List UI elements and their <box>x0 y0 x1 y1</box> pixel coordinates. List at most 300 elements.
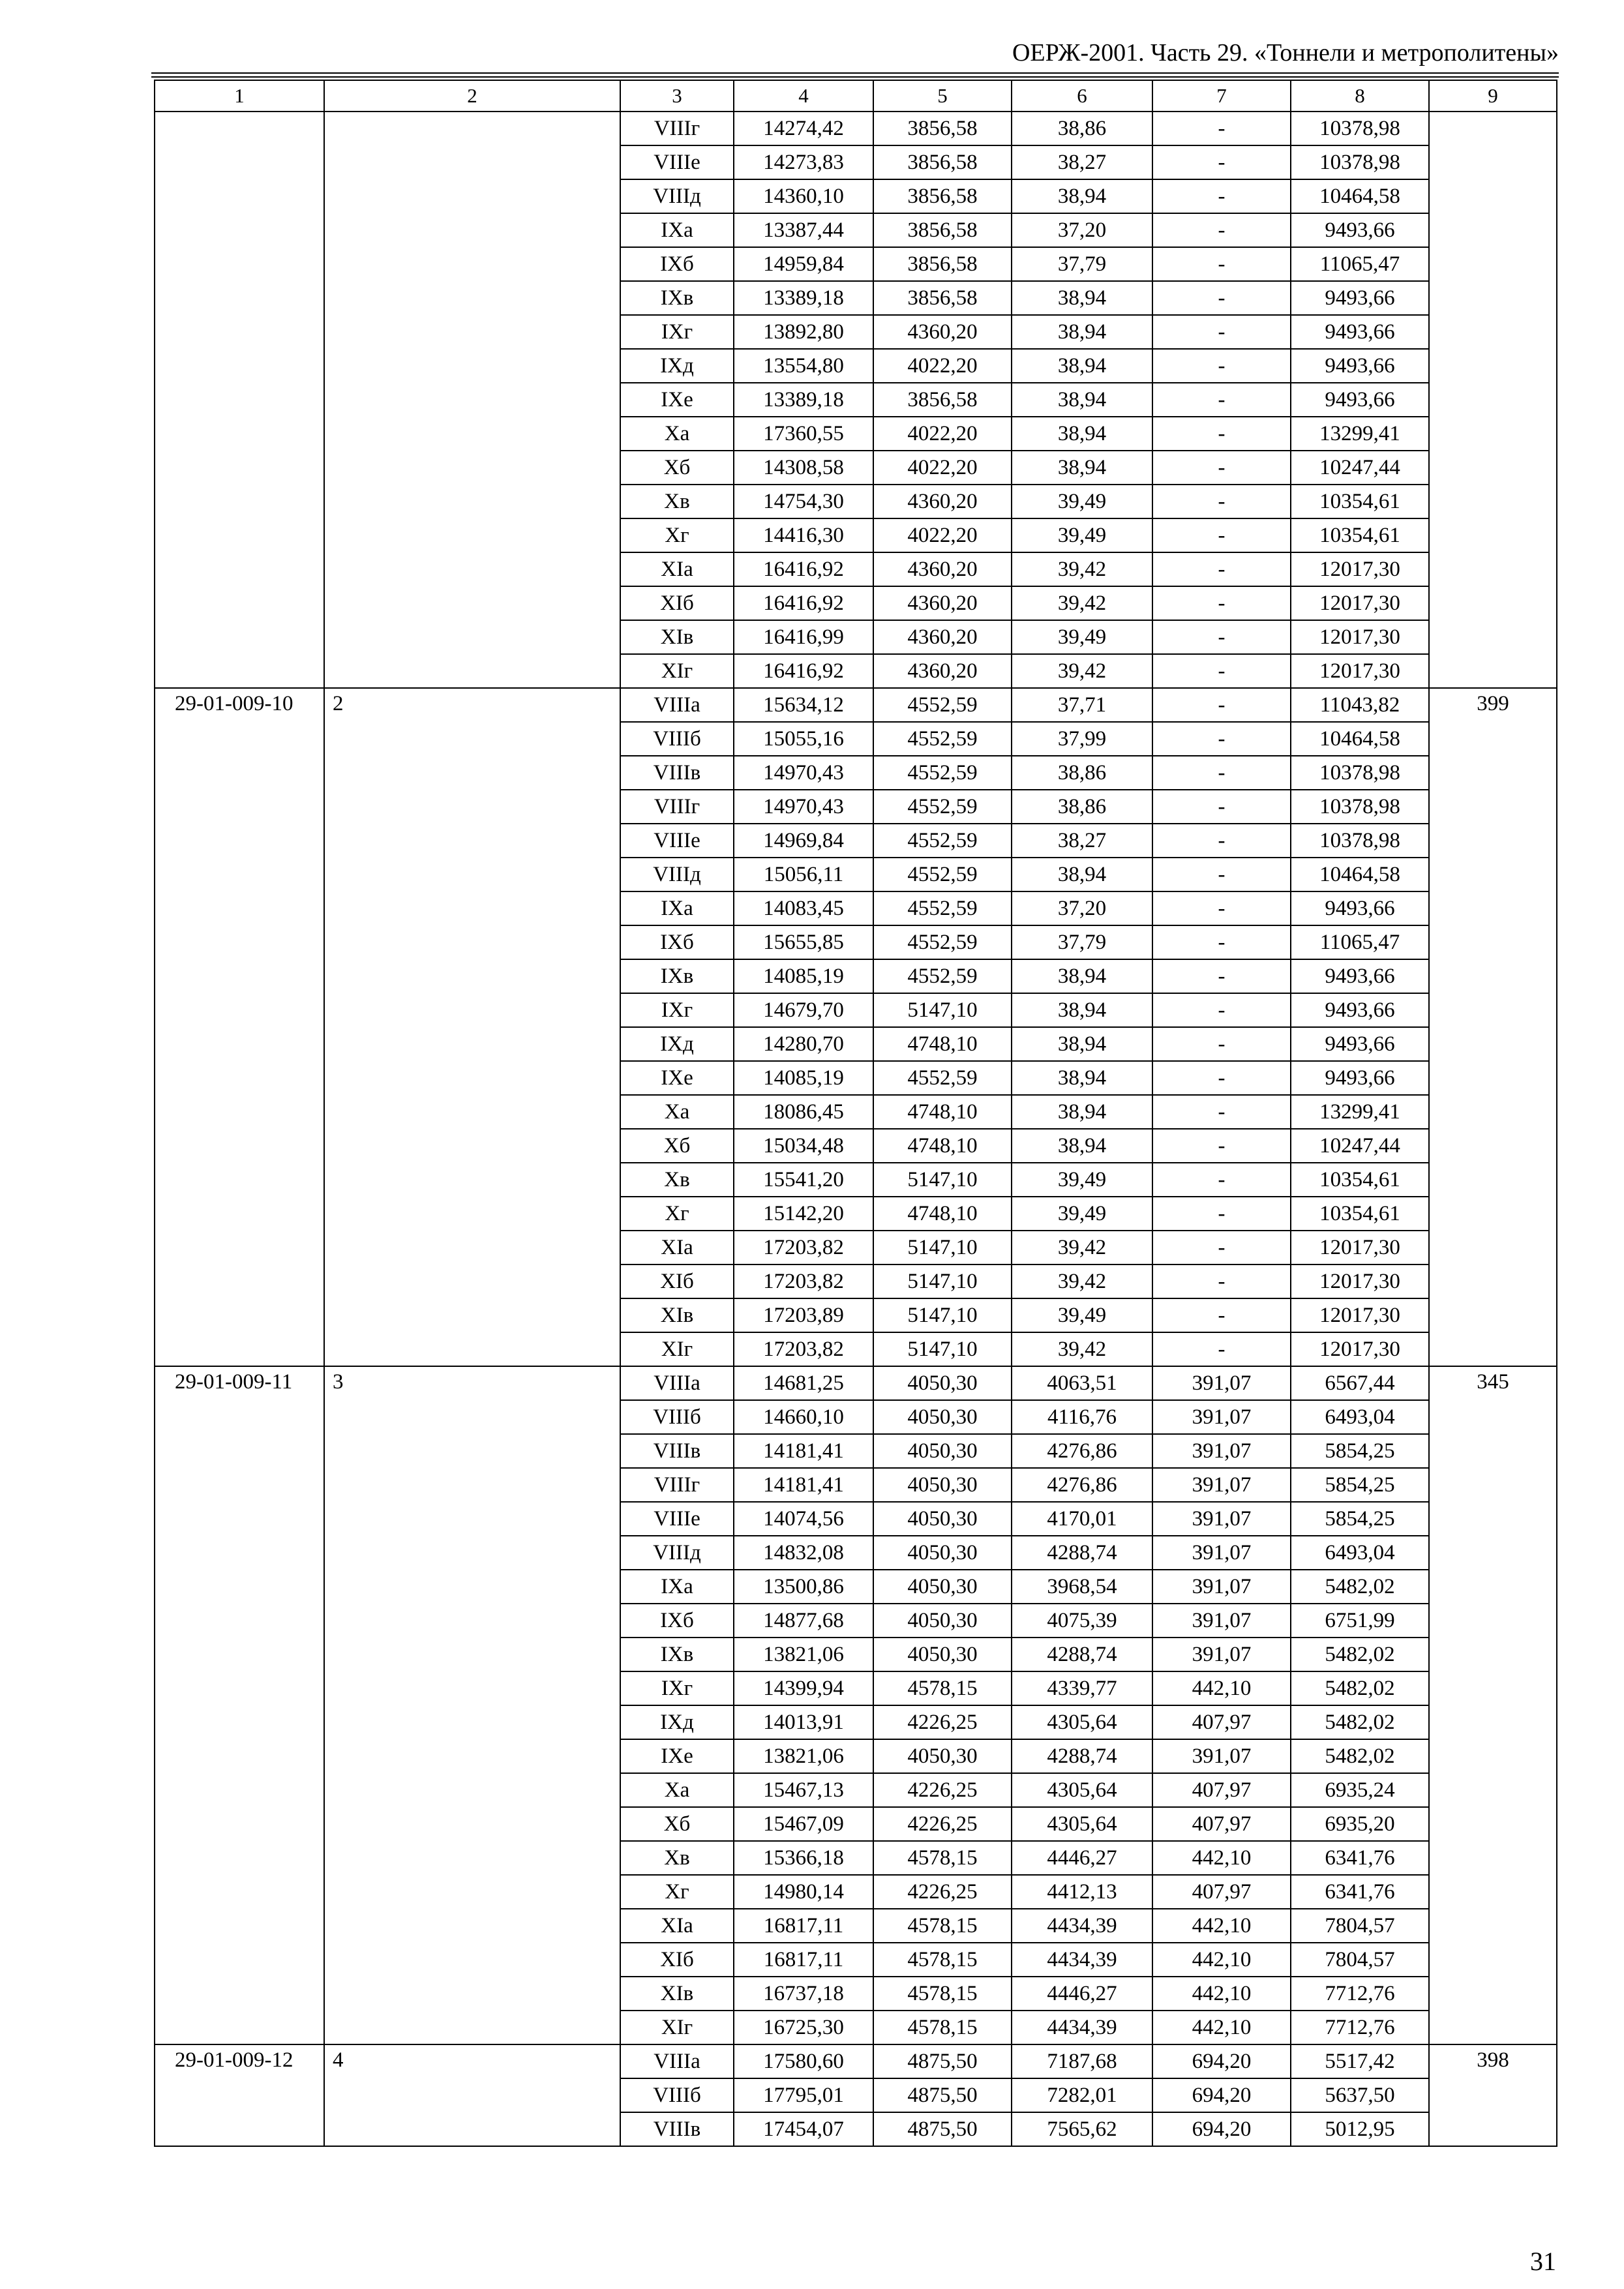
category-cell: VIIIб <box>620 1400 734 1434</box>
value-cell: 14980,14 <box>734 1875 873 1909</box>
value-cell: 7804,57 <box>1291 1943 1429 1977</box>
category-cell: Xа <box>620 1773 734 1807</box>
value-cell: 3856,58 <box>873 383 1012 417</box>
value-cell: - <box>1152 959 1291 993</box>
column-number: 8 <box>1291 80 1429 112</box>
value-cell: 5147,10 <box>873 1231 1012 1264</box>
value-cell: 39,42 <box>1012 1264 1152 1298</box>
value-cell: 38,94 <box>1012 959 1152 993</box>
value-cell: - <box>1152 586 1291 620</box>
value-cell: 38,94 <box>1012 383 1152 417</box>
value-cell: 11065,47 <box>1291 247 1429 281</box>
category-cell: XIб <box>620 1264 734 1298</box>
category-cell: VIIIа <box>620 2044 734 2078</box>
value-cell: - <box>1152 281 1291 315</box>
value-cell: 442,10 <box>1152 2011 1291 2044</box>
value-cell: 6341,76 <box>1291 1841 1429 1875</box>
value-cell: 5482,02 <box>1291 1739 1429 1773</box>
value-cell: - <box>1152 485 1291 518</box>
value-cell: 694,20 <box>1152 2112 1291 2146</box>
category-cell: VIIIд <box>620 1536 734 1570</box>
value-cell: 38,86 <box>1012 756 1152 790</box>
value-cell: 12017,30 <box>1291 552 1429 586</box>
value-cell: 4552,59 <box>873 790 1012 824</box>
value-cell: 4050,30 <box>873 1739 1012 1773</box>
value-cell: 14083,45 <box>734 891 873 925</box>
value-cell: 4276,86 <box>1012 1468 1152 1502</box>
value-cell: 38,94 <box>1012 1129 1152 1163</box>
value-cell: 4022,20 <box>873 417 1012 451</box>
value-cell: 5147,10 <box>873 1264 1012 1298</box>
value-cell: - <box>1152 1197 1291 1231</box>
value-cell: 10464,58 <box>1291 179 1429 213</box>
value-cell: 7187,68 <box>1012 2044 1152 2078</box>
value-cell: 38,94 <box>1012 1027 1152 1061</box>
value-cell: 14959,84 <box>734 247 873 281</box>
value-cell: 13389,18 <box>734 383 873 417</box>
value-cell: 4360,20 <box>873 315 1012 349</box>
value-cell: 4578,15 <box>873 1977 1012 2011</box>
rate-code-cell: 29-01-009-11 <box>155 1366 324 2044</box>
value-cell: 15034,48 <box>734 1129 873 1163</box>
value-cell: 391,07 <box>1152 1638 1291 1671</box>
value-cell: - <box>1152 1163 1291 1197</box>
value-cell: 14679,70 <box>734 993 873 1027</box>
value-cell: - <box>1152 1095 1291 1129</box>
category-cell: XIг <box>620 654 734 688</box>
value-cell: 39,49 <box>1012 1163 1152 1197</box>
value-cell: 39,42 <box>1012 654 1152 688</box>
value-cell: 15634,12 <box>734 688 873 722</box>
value-cell: 5854,25 <box>1291 1468 1429 1502</box>
category-cell: XIг <box>620 1332 734 1366</box>
value-cell: - <box>1152 518 1291 552</box>
value-cell: - <box>1152 654 1291 688</box>
value-cell: 4578,15 <box>873 1671 1012 1705</box>
value-cell: 407,97 <box>1152 1773 1291 1807</box>
value-cell: 38,94 <box>1012 315 1152 349</box>
value-cell: 13500,86 <box>734 1570 873 1604</box>
value-cell: 7804,57 <box>1291 1909 1429 1943</box>
value-cell: 391,07 <box>1152 1400 1291 1434</box>
category-cell: Xв <box>620 1841 734 1875</box>
value-cell: 4434,39 <box>1012 2011 1152 2044</box>
value-cell: 4552,59 <box>873 722 1012 756</box>
rate-code-cell: 29-01-009-10 <box>155 688 324 1366</box>
value-cell: 4050,30 <box>873 1366 1012 1400</box>
value-cell: - <box>1152 1264 1291 1298</box>
value-cell: 391,07 <box>1152 1604 1291 1638</box>
value-cell: 13389,18 <box>734 281 873 315</box>
category-cell: VIIIв <box>620 756 734 790</box>
value-cell: 14074,56 <box>734 1502 873 1536</box>
value-cell: - <box>1152 383 1291 417</box>
value-cell: 6493,04 <box>1291 1400 1429 1434</box>
value-cell: 10464,58 <box>1291 858 1429 891</box>
value-cell: 39,42 <box>1012 586 1152 620</box>
value-cell: - <box>1152 1332 1291 1366</box>
category-cell: Xб <box>620 1807 734 1841</box>
value-cell: 9493,66 <box>1291 891 1429 925</box>
value-cell: 4050,30 <box>873 1604 1012 1638</box>
value-cell: 15655,85 <box>734 925 873 959</box>
value-cell: 4748,10 <box>873 1095 1012 1129</box>
value-cell: 38,27 <box>1012 824 1152 858</box>
value-cell: 3856,58 <box>873 213 1012 247</box>
value-cell: 14085,19 <box>734 959 873 993</box>
category-cell: Xа <box>620 1095 734 1129</box>
value-cell: 12017,30 <box>1291 654 1429 688</box>
column-number: 5 <box>873 80 1012 112</box>
value-cell: 18086,45 <box>734 1095 873 1129</box>
value-cell: 39,49 <box>1012 620 1152 654</box>
value-cell: 12017,30 <box>1291 620 1429 654</box>
column-number-row <box>155 80 1557 112</box>
value-cell: 4360,20 <box>873 485 1012 518</box>
column-number: 2 <box>324 80 620 112</box>
value-cell: 4116,76 <box>1012 1400 1152 1434</box>
value-cell: - <box>1152 858 1291 891</box>
value-cell: 4226,25 <box>873 1773 1012 1807</box>
rates-table <box>154 80 1557 2147</box>
value-cell: - <box>1152 688 1291 722</box>
value-cell: 4050,30 <box>873 1468 1012 1502</box>
value-cell: 391,07 <box>1152 1468 1291 1502</box>
value-cell: 15055,16 <box>734 722 873 756</box>
category-cell: XIа <box>620 552 734 586</box>
table-row <box>155 1366 1557 1400</box>
value-cell: 15142,20 <box>734 1197 873 1231</box>
value-cell: - <box>1152 1061 1291 1095</box>
rate-code-cell: 29-01-009-12 <box>155 2044 324 2146</box>
column-9-cell: 345 <box>1429 1366 1557 2044</box>
category-cell: VIIIа <box>620 1366 734 1400</box>
value-cell: 6935,24 <box>1291 1773 1429 1807</box>
category-cell: XIб <box>620 1943 734 1977</box>
value-cell: 14660,10 <box>734 1400 873 1434</box>
value-cell: 10378,98 <box>1291 112 1429 145</box>
column-number: 7 <box>1152 80 1291 112</box>
value-cell: 4578,15 <box>873 1943 1012 1977</box>
value-cell: - <box>1152 824 1291 858</box>
value-cell: 37,79 <box>1012 247 1152 281</box>
value-cell: 16725,30 <box>734 2011 873 2044</box>
value-cell: 4288,74 <box>1012 1638 1152 1671</box>
value-cell: 4050,30 <box>873 1502 1012 1536</box>
value-cell: 391,07 <box>1152 1536 1291 1570</box>
value-cell: 4748,10 <box>873 1027 1012 1061</box>
value-cell: 442,10 <box>1152 1909 1291 1943</box>
document-header-title: ОЕРЖ-2001. Часть 29. «Тоннели и метрополитены» <box>1012 39 1559 67</box>
value-cell: 13554,80 <box>734 349 873 383</box>
category-cell: IXб <box>620 1604 734 1638</box>
value-cell: 37,71 <box>1012 688 1152 722</box>
value-cell: 4578,15 <box>873 1841 1012 1875</box>
table-row <box>155 2044 1557 2078</box>
value-cell: 16416,92 <box>734 552 873 586</box>
value-cell: 15467,09 <box>734 1807 873 1841</box>
value-cell: 15056,11 <box>734 858 873 891</box>
value-cell: - <box>1152 179 1291 213</box>
category-cell: VIIIа <box>620 688 734 722</box>
category-cell: VIIIг <box>620 112 734 145</box>
header-rule <box>151 72 1559 74</box>
value-cell: - <box>1152 552 1291 586</box>
category-cell: VIIIг <box>620 1468 734 1502</box>
value-cell: 14280,70 <box>734 1027 873 1061</box>
value-cell: 694,20 <box>1152 2078 1291 2112</box>
value-cell: 12017,30 <box>1291 1332 1429 1366</box>
value-cell: - <box>1152 993 1291 1027</box>
value-cell: 38,94 <box>1012 993 1152 1027</box>
value-cell: 4412,13 <box>1012 1875 1152 1909</box>
value-cell: 17203,82 <box>734 1264 873 1298</box>
value-cell: 15467,13 <box>734 1773 873 1807</box>
category-cell: XIг <box>620 2011 734 2044</box>
rate-code-cell <box>155 112 324 688</box>
header-rule <box>151 76 1559 78</box>
value-cell: 14970,43 <box>734 756 873 790</box>
value-cell: - <box>1152 417 1291 451</box>
value-cell: 9493,66 <box>1291 383 1429 417</box>
value-cell: 4446,27 <box>1012 1977 1152 2011</box>
value-cell: 4050,30 <box>873 1400 1012 1434</box>
value-cell: 6341,76 <box>1291 1875 1429 1909</box>
value-cell: - <box>1152 925 1291 959</box>
value-cell: 10247,44 <box>1291 1129 1429 1163</box>
value-cell: 4305,64 <box>1012 1807 1152 1841</box>
value-cell: 16416,92 <box>734 654 873 688</box>
value-cell: 38,94 <box>1012 858 1152 891</box>
value-cell: 14181,41 <box>734 1468 873 1502</box>
value-cell: 14681,25 <box>734 1366 873 1400</box>
category-cell: IXб <box>620 247 734 281</box>
table-row <box>155 688 1557 722</box>
category-cell: IXб <box>620 925 734 959</box>
value-cell: 14181,41 <box>734 1434 873 1468</box>
value-cell: 11043,82 <box>1291 688 1429 722</box>
value-cell: 442,10 <box>1152 1977 1291 2011</box>
category-cell: XIв <box>620 620 734 654</box>
page-number: 31 <box>1530 2247 1556 2276</box>
value-cell: - <box>1152 1027 1291 1061</box>
category-cell: VIIIд <box>620 179 734 213</box>
category-cell: IXд <box>620 1705 734 1739</box>
column-9-cell: 398 <box>1429 2044 1557 2146</box>
value-cell: 391,07 <box>1152 1366 1291 1400</box>
value-cell: 38,94 <box>1012 417 1152 451</box>
category-cell: XIб <box>620 586 734 620</box>
value-cell: 38,86 <box>1012 790 1152 824</box>
value-cell: 4050,30 <box>873 1638 1012 1671</box>
category-cell: IXе <box>620 1061 734 1095</box>
value-cell: 14832,08 <box>734 1536 873 1570</box>
value-cell: 4748,10 <box>873 1197 1012 1231</box>
category-cell: VIIIе <box>620 1502 734 1536</box>
value-cell: 37,79 <box>1012 925 1152 959</box>
value-cell: 38,94 <box>1012 1095 1152 1129</box>
value-cell: 407,97 <box>1152 1705 1291 1739</box>
category-cell: Xб <box>620 1129 734 1163</box>
category-cell: IXд <box>620 1027 734 1061</box>
value-cell: 38,27 <box>1012 145 1152 179</box>
category-cell: Xг <box>620 1197 734 1231</box>
value-cell: 14970,43 <box>734 790 873 824</box>
value-cell: 5482,02 <box>1291 1671 1429 1705</box>
value-cell: - <box>1152 349 1291 383</box>
value-cell: 442,10 <box>1152 1943 1291 1977</box>
value-cell: 14308,58 <box>734 451 873 485</box>
column-number: 4 <box>734 80 873 112</box>
value-cell: 39,49 <box>1012 485 1152 518</box>
value-cell: 391,07 <box>1152 1434 1291 1468</box>
value-cell: 14416,30 <box>734 518 873 552</box>
value-cell: 10354,61 <box>1291 485 1429 518</box>
value-cell: 9493,66 <box>1291 281 1429 315</box>
value-cell: - <box>1152 620 1291 654</box>
value-cell: 5147,10 <box>873 1298 1012 1332</box>
category-cell: XIа <box>620 1231 734 1264</box>
value-cell: 3856,58 <box>873 145 1012 179</box>
category-cell: Xг <box>620 518 734 552</box>
column-number: 6 <box>1012 80 1152 112</box>
value-cell: 38,94 <box>1012 451 1152 485</box>
category-cell: Xа <box>620 417 734 451</box>
value-cell: 6567,44 <box>1291 1366 1429 1400</box>
value-cell: 5854,25 <box>1291 1434 1429 1468</box>
value-cell: - <box>1152 1231 1291 1264</box>
value-cell: 7282,01 <box>1012 2078 1152 2112</box>
value-cell: - <box>1152 790 1291 824</box>
value-cell: 4022,20 <box>873 451 1012 485</box>
value-cell: 4875,50 <box>873 2112 1012 2146</box>
value-cell: 407,97 <box>1152 1875 1291 1909</box>
value-cell: 4434,39 <box>1012 1909 1152 1943</box>
value-cell: 4226,25 <box>873 1875 1012 1909</box>
value-cell: 13299,41 <box>1291 417 1429 451</box>
category-cell: IXг <box>620 1671 734 1705</box>
value-cell: 9493,66 <box>1291 315 1429 349</box>
category-cell: VIIIе <box>620 145 734 179</box>
value-cell: 10354,61 <box>1291 518 1429 552</box>
value-cell: 5517,42 <box>1291 2044 1429 2078</box>
category-cell: Xв <box>620 1163 734 1197</box>
value-cell: 7565,62 <box>1012 2112 1152 2146</box>
value-cell: 4578,15 <box>873 2011 1012 2044</box>
value-cell: 38,94 <box>1012 349 1152 383</box>
value-cell: 14085,19 <box>734 1061 873 1095</box>
value-cell: 4075,39 <box>1012 1604 1152 1638</box>
value-cell: - <box>1152 213 1291 247</box>
category-cell: VIIIд <box>620 858 734 891</box>
value-cell: 5854,25 <box>1291 1502 1429 1536</box>
value-cell: 4360,20 <box>873 586 1012 620</box>
value-cell: 39,42 <box>1012 1332 1152 1366</box>
value-cell: - <box>1152 315 1291 349</box>
value-cell: 16737,18 <box>734 1977 873 2011</box>
value-cell: 7712,76 <box>1291 2011 1429 2044</box>
value-cell: - <box>1152 112 1291 145</box>
value-cell: 17580,60 <box>734 2044 873 2078</box>
value-cell: 17360,55 <box>734 417 873 451</box>
value-cell: 4552,59 <box>873 1061 1012 1095</box>
column-number: 1 <box>155 80 324 112</box>
value-cell: 39,42 <box>1012 1231 1152 1264</box>
value-cell: 4360,20 <box>873 620 1012 654</box>
value-cell: 4578,15 <box>873 1909 1012 1943</box>
value-cell: 4875,50 <box>873 2078 1012 2112</box>
value-cell: 4552,59 <box>873 891 1012 925</box>
value-cell: 9493,66 <box>1291 1027 1429 1061</box>
category-cell: Xг <box>620 1875 734 1909</box>
value-cell: 4360,20 <box>873 552 1012 586</box>
value-cell: 4434,39 <box>1012 1943 1152 1977</box>
value-cell: 37,99 <box>1012 722 1152 756</box>
value-cell: 4050,30 <box>873 1536 1012 1570</box>
value-cell: 5012,95 <box>1291 2112 1429 2146</box>
category-cell: IXа <box>620 891 734 925</box>
value-cell: 39,49 <box>1012 1298 1152 1332</box>
value-cell: 13892,80 <box>734 315 873 349</box>
value-cell: 4552,59 <box>873 959 1012 993</box>
value-cell: 17795,01 <box>734 2078 873 2112</box>
value-cell: 4226,25 <box>873 1807 1012 1841</box>
value-cell: 4226,25 <box>873 1705 1012 1739</box>
value-cell: 4170,01 <box>1012 1502 1152 1536</box>
value-cell: 10378,98 <box>1291 145 1429 179</box>
value-cell: 3856,58 <box>873 247 1012 281</box>
category-cell: Xб <box>620 451 734 485</box>
value-cell: 17203,89 <box>734 1298 873 1332</box>
value-cell: 5147,10 <box>873 993 1012 1027</box>
value-cell: 6935,20 <box>1291 1807 1429 1841</box>
value-cell: 10378,98 <box>1291 824 1429 858</box>
value-cell: 4305,64 <box>1012 1773 1152 1807</box>
value-cell: 4276,86 <box>1012 1434 1152 1468</box>
value-cell: - <box>1152 247 1291 281</box>
value-cell: 12017,30 <box>1291 1298 1429 1332</box>
value-cell: 4305,64 <box>1012 1705 1152 1739</box>
value-cell: 39,42 <box>1012 552 1152 586</box>
column-9-cell: 399 <box>1429 688 1557 1366</box>
value-cell: - <box>1152 891 1291 925</box>
category-cell: XIв <box>620 1977 734 2011</box>
item-number-cell: 4 <box>324 2044 620 2146</box>
value-cell: 4339,77 <box>1012 1671 1152 1705</box>
value-cell: 5147,10 <box>873 1332 1012 1366</box>
value-cell: 14274,42 <box>734 112 873 145</box>
value-cell: 7712,76 <box>1291 1977 1429 2011</box>
category-cell: IXв <box>620 1638 734 1671</box>
value-cell: 4875,50 <box>873 2044 1012 2078</box>
value-cell: 4063,51 <box>1012 1366 1152 1400</box>
value-cell: 10378,98 <box>1291 790 1429 824</box>
value-cell: 12017,30 <box>1291 1264 1429 1298</box>
value-cell: 4552,59 <box>873 858 1012 891</box>
value-cell: 39,49 <box>1012 1197 1152 1231</box>
value-cell: 9493,66 <box>1291 213 1429 247</box>
value-cell: - <box>1152 145 1291 179</box>
item-number-cell <box>324 112 620 688</box>
value-cell: 14969,84 <box>734 824 873 858</box>
value-cell: - <box>1152 722 1291 756</box>
value-cell: 5147,10 <box>873 1163 1012 1197</box>
value-cell: 3856,58 <box>873 281 1012 315</box>
column-9-cell <box>1429 112 1557 688</box>
value-cell: 14273,83 <box>734 145 873 179</box>
category-cell: IXг <box>620 315 734 349</box>
value-cell: 442,10 <box>1152 1841 1291 1875</box>
